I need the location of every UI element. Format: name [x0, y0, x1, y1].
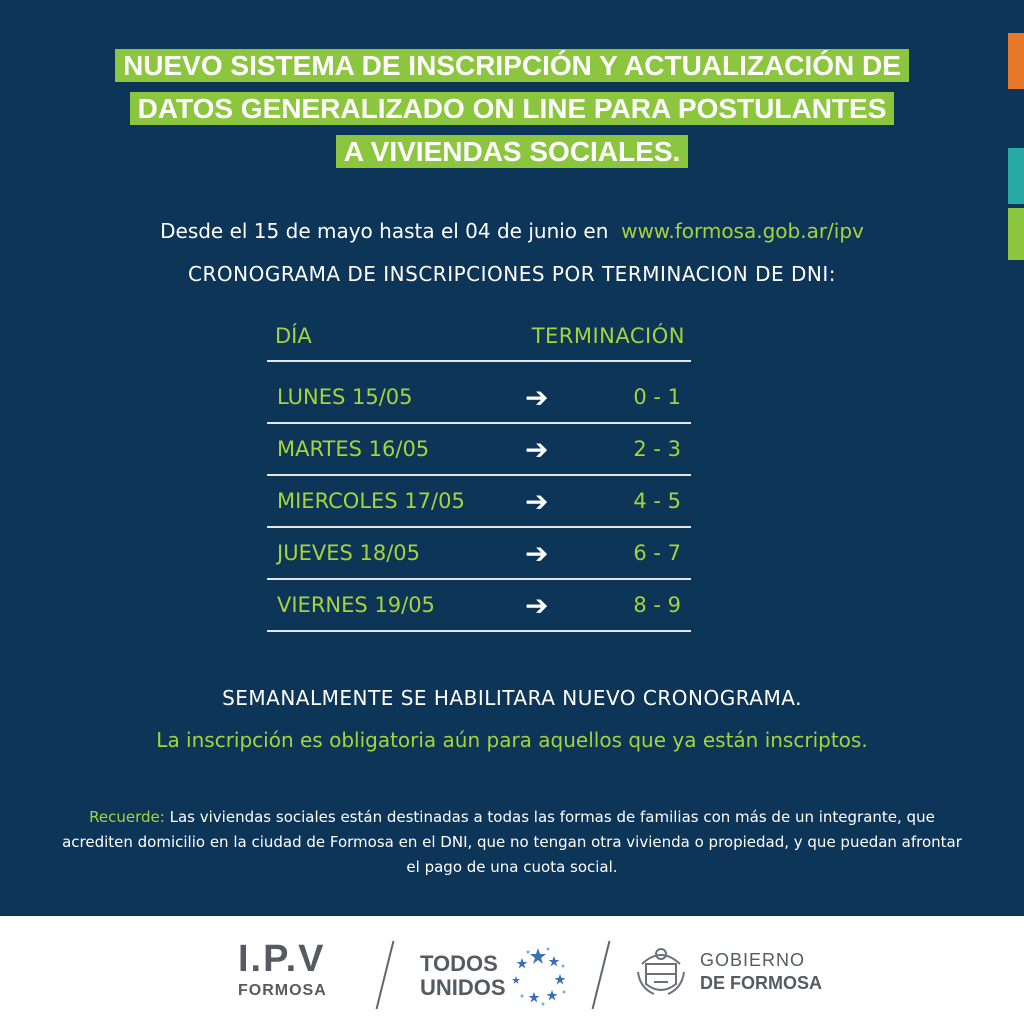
reminder	[60, 805, 964, 880]
table-header	[267, 320, 691, 362]
headline-line-1: NUEVO SISTEMA DE INSCRIPCIÓN Y ACTUALIZACIÓN DE	[115, 49, 909, 82]
ipv-logo-sub: FORMOSA	[238, 982, 327, 999]
row-termination: 0 - 1	[633, 385, 681, 409]
headline-line-3: A VIVIENDAS SOCIALES.	[336, 135, 689, 168]
de-formosa-line: DE FORMOSA	[700, 973, 823, 993]
right-arrow-icon: ➔	[525, 589, 549, 622]
row-day: MARTES 16/05	[277, 437, 430, 461]
divider	[376, 941, 395, 1009]
todos-unidos-logo	[420, 952, 506, 1000]
table-row	[267, 372, 691, 424]
row-day: LUNES 15/05	[277, 385, 413, 409]
divider	[592, 941, 611, 1009]
headline	[0, 44, 1024, 173]
table-row	[267, 580, 691, 632]
row-termination: 2 - 3	[633, 437, 681, 461]
row-termination: 6 - 7	[633, 541, 681, 565]
schedule-title: CRONOGRAMA DE INSCRIPCIONES POR TERMINACION DE DNI:	[188, 262, 836, 286]
right-arrow-icon: ➔	[525, 537, 549, 570]
header-day: DÍA	[275, 324, 312, 348]
gobierno-text	[700, 950, 860, 994]
weekly-note: SEMANALMENTE SE HABILITARA NUEVO CRONOGRAMA.	[222, 686, 802, 710]
table-row	[267, 528, 691, 580]
table-row	[267, 476, 691, 528]
unidos-line: UNIDOS	[420, 975, 506, 1000]
coat-of-arms-icon	[634, 942, 688, 1000]
ipv-logo-main: I.P.V	[238, 938, 326, 980]
row-termination: 8 - 9	[633, 593, 681, 617]
reminder-label: Recuerde:	[89, 808, 165, 826]
table-row	[267, 424, 691, 476]
row-termination: 4 - 5	[633, 489, 681, 513]
row-day: JUEVES 18/05	[277, 541, 420, 565]
right-arrow-icon: ➔	[525, 485, 549, 518]
website-link[interactable]: www.formosa.gob.ar/ipv	[621, 219, 864, 243]
mandatory-note: La inscripción es obligatoria aún para aquellos que ya están inscriptos.	[156, 728, 868, 752]
ipv-logo	[238, 940, 327, 1000]
right-arrow-icon: ➔	[525, 381, 549, 414]
header-termination: TERMINACIÓN	[531, 324, 685, 348]
row-day: VIERNES 19/05	[277, 593, 435, 617]
todos-line: TODOS	[420, 951, 498, 976]
date-range	[0, 219, 1024, 243]
headline-line-2: DATOS GENERALIZADO ON LINE PARA POSTULANTES	[130, 92, 895, 125]
gobierno-line: GOBIERNO	[700, 950, 806, 970]
reminder-text: Las viviendas sociales están destinadas a todas las formas de familias con más de un integrante, que acrediten domicilio en la ciudad de Formosa en el DNI, que no tengan otra vivienda o propiedad, y que puedan afrontar el pago de una cuota social.	[62, 808, 962, 876]
date-range-text: Desde el 15 de mayo hasta el 04 de junio en	[160, 219, 609, 243]
row-day: MIERCOLES 17/05	[277, 489, 465, 513]
footer	[0, 916, 1024, 1024]
right-arrow-icon: ➔	[525, 433, 549, 466]
stars-icon	[508, 946, 568, 1006]
schedule-table	[267, 320, 691, 632]
